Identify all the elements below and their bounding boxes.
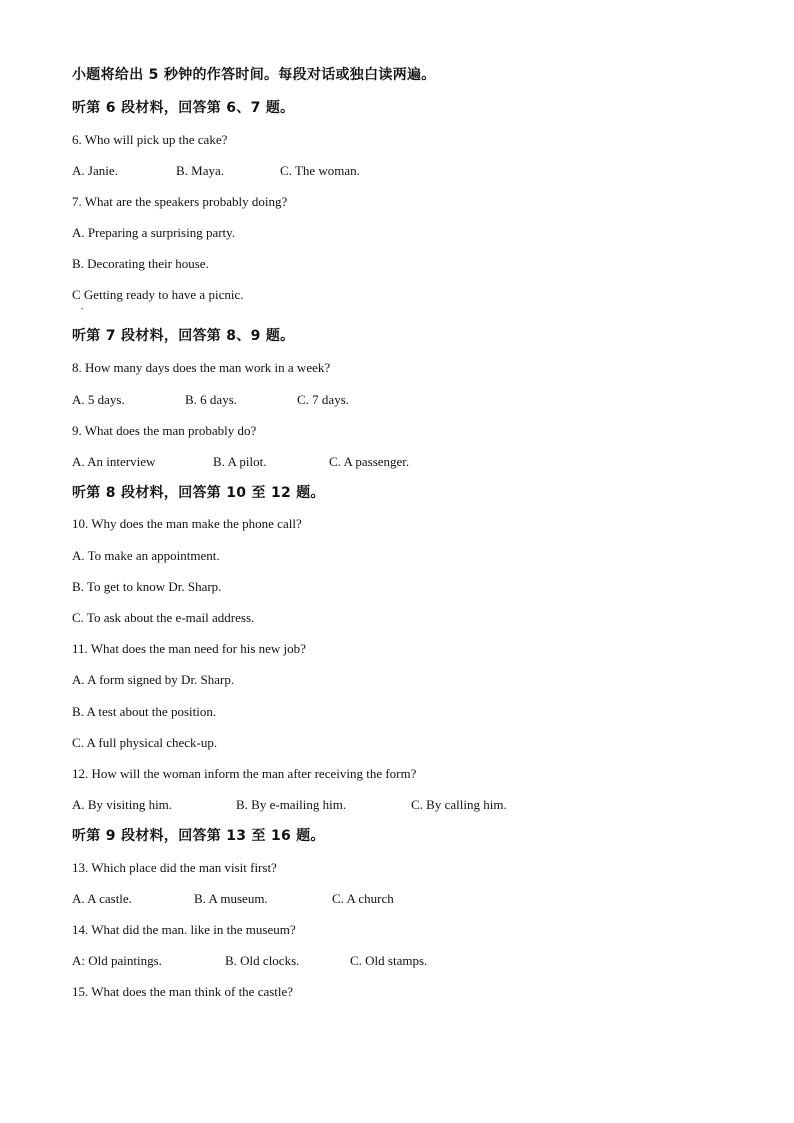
option-c: C. A passenger. <box>329 454 410 469</box>
question-stem: 14. What did the man. like in the museum? <box>72 922 296 937</box>
option-c: C. To ask about the e-mail address. <box>72 610 255 625</box>
option-a: A. Preparing a surprising party. <box>72 225 236 240</box>
option-c: C. The woman. <box>280 163 360 178</box>
option-a: A. By visiting him. <box>72 797 173 812</box>
section-heading: 听第 7 段材料，回答第 8、9 题。 <box>72 328 295 344</box>
option-a: A. A castle. <box>72 891 132 906</box>
option-b: B. A pilot. <box>213 454 267 469</box>
option-c: C. A full physical check-up. <box>72 735 218 750</box>
option-b: B. By e-mailing him. <box>236 797 347 812</box>
option-b: B. Maya. <box>176 163 225 178</box>
question-stem: 10. Why does the man make the phone call? <box>72 516 302 531</box>
section-heading: 听第 8 段材料，回答第 10 至 12 题。 <box>72 485 325 501</box>
option-b: B. Old clocks. <box>225 953 300 968</box>
option-b: B. Decorating their house. <box>72 256 209 271</box>
question-stem: 7. What are the speakers probably doing? <box>72 194 288 209</box>
option-a: A. Janie. <box>72 163 118 178</box>
question-stem: 8. How many days does the man work in a week? <box>72 360 331 375</box>
option-c: C. 7 days. <box>297 392 349 407</box>
option-b: B. A test about the position. <box>72 704 217 719</box>
option-a: A. A form signed by Dr. Sharp. <box>72 672 235 687</box>
option-b: B. 6 days. <box>185 392 237 407</box>
instruction-line: 小题将给出 5 秒钟的作答时间。每段对话或独白读两遍。 <box>72 67 436 83</box>
option-b: B. A museum. <box>194 891 268 906</box>
question-stem: 6. Who will pick up the cake? <box>72 132 228 147</box>
option-a: A. To make an appointment. <box>72 548 220 563</box>
option-c: C. A church <box>332 891 394 906</box>
option-a: A: Old paintings. <box>72 953 162 968</box>
option-a: A. 5 days. <box>72 392 125 407</box>
question-stem: 11. What does the man need for his new job? <box>72 641 306 656</box>
option-c: C Getting ready to have a picnic. <box>72 287 244 302</box>
section-heading: 听第 6 段材料，回答第 6、7 题。 <box>72 100 295 116</box>
question-stem: 15. What does the man think of the castle? <box>72 984 294 999</box>
option-a: A. An interview <box>72 454 156 469</box>
option-c: C. By calling him. <box>411 797 507 812</box>
option-b: B. To get to know Dr. Sharp. <box>72 579 222 594</box>
stray-dot: • <box>81 307 84 313</box>
question-stem: 9. What does the man probably do? <box>72 423 257 438</box>
question-stem: 13. Which place did the man visit first? <box>72 860 277 875</box>
section-heading: 听第 9 段材料，回答第 13 至 16 题。 <box>72 828 325 844</box>
option-c: C. Old stamps. <box>350 953 428 968</box>
question-stem: 12. How will the woman inform the man after receiving the form? <box>72 766 417 781</box>
